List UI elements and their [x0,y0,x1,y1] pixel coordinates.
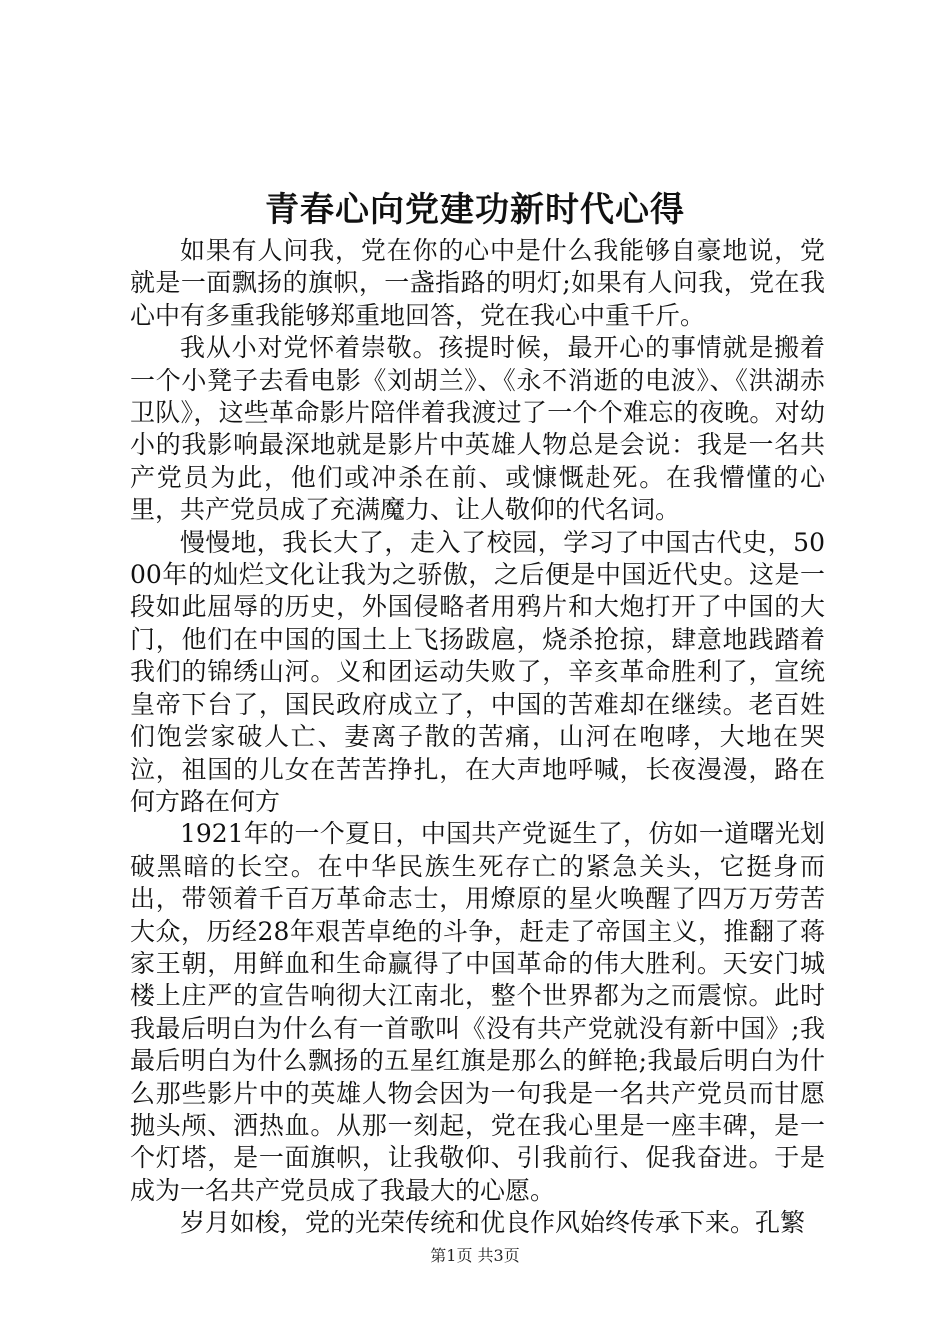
paragraph: 如果有人问我，党在你的心中是什么我能够自豪地说，党就是一面飘扬的旗帜，一盏指路的明灯;如果有人问我，党在我心中有多重我能够郑重地回答，党在我心中重千斤。 [130,236,825,330]
page-title: 青春心向党建功新时代心得 [265,190,685,230]
paragraph: 1921年的一个夏日，中国共产党诞生了，仿如一道曙光划破黑暗的长空。在中华民族生死存亡的紧急关头，它挺身而出，带领着千百万革命志士，用燎原的星火唤醒了四万万劳苦大众，历经28年艰苦卓绝的斗争，赶走了帝国主义，推翻了蒋家王朝，用鲜血和生命赢得了中国革命的伟大胜利。天安门城楼上庄严的宣告响彻大江南北，整个世界都为之而震惊。此时我最后明白为什么有一首歌叫《没有共产党就没有新中国》;我最后明白为什么飘扬的五星红旗是那么的鲜艳;我最后明白为什么那些影片中的英雄人物会因为一句我是一名共产党员而甘愿抛头颅、洒热血。从那一刻起，党在我心里是一座丰碑，是一个灯塔，是一面旗帜，让我敬仰、引我前行、促我奋进。于是成为一名共产党员成了我最大的心愿。 [130,819,825,1205]
page-indicator: 第1页 共3页 [430,1246,520,1265]
paragraph: 岁月如梭，党的光荣传统和优良作风始终传承下来。孔繁 [180,1208,806,1238]
page-footer [0,1245,950,1267]
paragraph: 我从小对党怀着崇敬。孩提时候，最开心的事情就是搬着一个小凳子去看电影《刘胡兰》、《永不消逝的电波》、《洪湖赤卫队》，这些革命影片陪伴着我渡过了一个个难忘的夜晚。对幼小的我影响最深地就是影片中英雄人物总是会说：我是一名共产党员为此，他们或冲杀在前、或慷慨赴死。在我懵懂的心里，共产党员成了充满魔力、让人敬仰的代名词。 [130,333,825,525]
paragraph: 慢慢地，我长大了，走入了校园，学习了中国古代史，5000年的灿烂文化让我为之骄傲，之后便是中国近代史。这是一段如此屈辱的历史，外国侵略者用鸦片和大炮打开了中国的大门，他们在中国的国土上飞扬跋扈，烧杀抢掠，肆意地践踏着我们的锦绣山河。义和团运动失败了，辛亥革命胜利了，宣统皇帝下台了，国民政府成立了，中国的苦难却在继续。老百姓们饱尝家破人亡、妻离子散的苦痛，山河在咆哮，大地在哭泣，祖国的儿女在苦苦挣扎，在大声地呼喊，长夜漫漫，路在何方路在何方 [130,527,825,816]
document-body [130,235,825,1240]
